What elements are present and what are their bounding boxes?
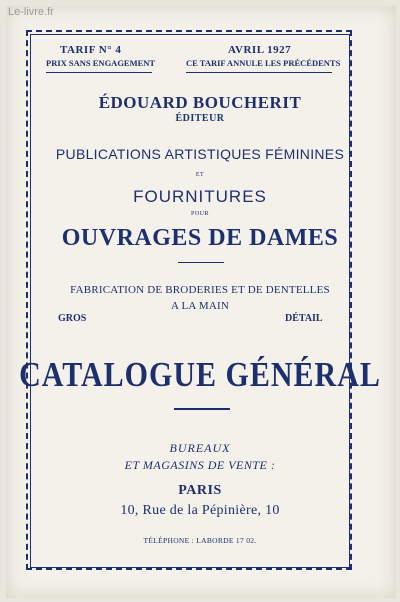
- title-conjunction: ET: [195, 172, 205, 178]
- title-pour: POUR: [190, 211, 209, 217]
- office-magasins: ET MAGASINS DE VENTE :: [124, 458, 276, 472]
- label-detail: DÉTAIL: [285, 313, 323, 324]
- office-bureaux: BUREAUX: [169, 441, 231, 455]
- office-address: 10, Rue de la Pépinière, 10: [120, 503, 280, 518]
- header-rule-left: [46, 72, 152, 73]
- title-publications: PUBLICATIONS ARTISTIQUES FÉMININES: [55, 146, 345, 162]
- office-city: PARIS: [178, 483, 222, 498]
- title-fournitures: FOURNITURES: [133, 187, 267, 206]
- fabrication-line1: FABRICATION DE BRODERIES ET DE DENTELLES: [70, 284, 330, 296]
- label-gros: GROS: [58, 313, 87, 324]
- office-phone: TÉLÉPHONE : LABORDE 17 02.: [143, 536, 257, 545]
- catalogue-underline: [174, 408, 230, 410]
- fabrication-line2: A LA MAIN: [170, 300, 230, 312]
- catalogue-title: CATALOGUE GÉNÉRAL: [19, 356, 381, 394]
- watermark: Le-livre.fr: [8, 6, 54, 18]
- tariff-cancel-note: CE TARIF ANNULE LES PRÉCÉDENTS: [186, 58, 341, 68]
- title-ouvrages: OUVRAGES DE DAMES: [61, 225, 339, 251]
- tariff-number: TARIF N° 4: [60, 44, 122, 56]
- publisher-role: ÉDITEUR: [175, 113, 225, 124]
- price-note: PRIX SANS ENGAGEMENT: [46, 58, 156, 68]
- tariff-date: AVRIL 1927: [228, 44, 292, 56]
- header-rule-right: [186, 72, 332, 73]
- publisher-name: ÉDOUARD BOUCHERIT: [98, 93, 302, 112]
- title-underline: [178, 262, 224, 263]
